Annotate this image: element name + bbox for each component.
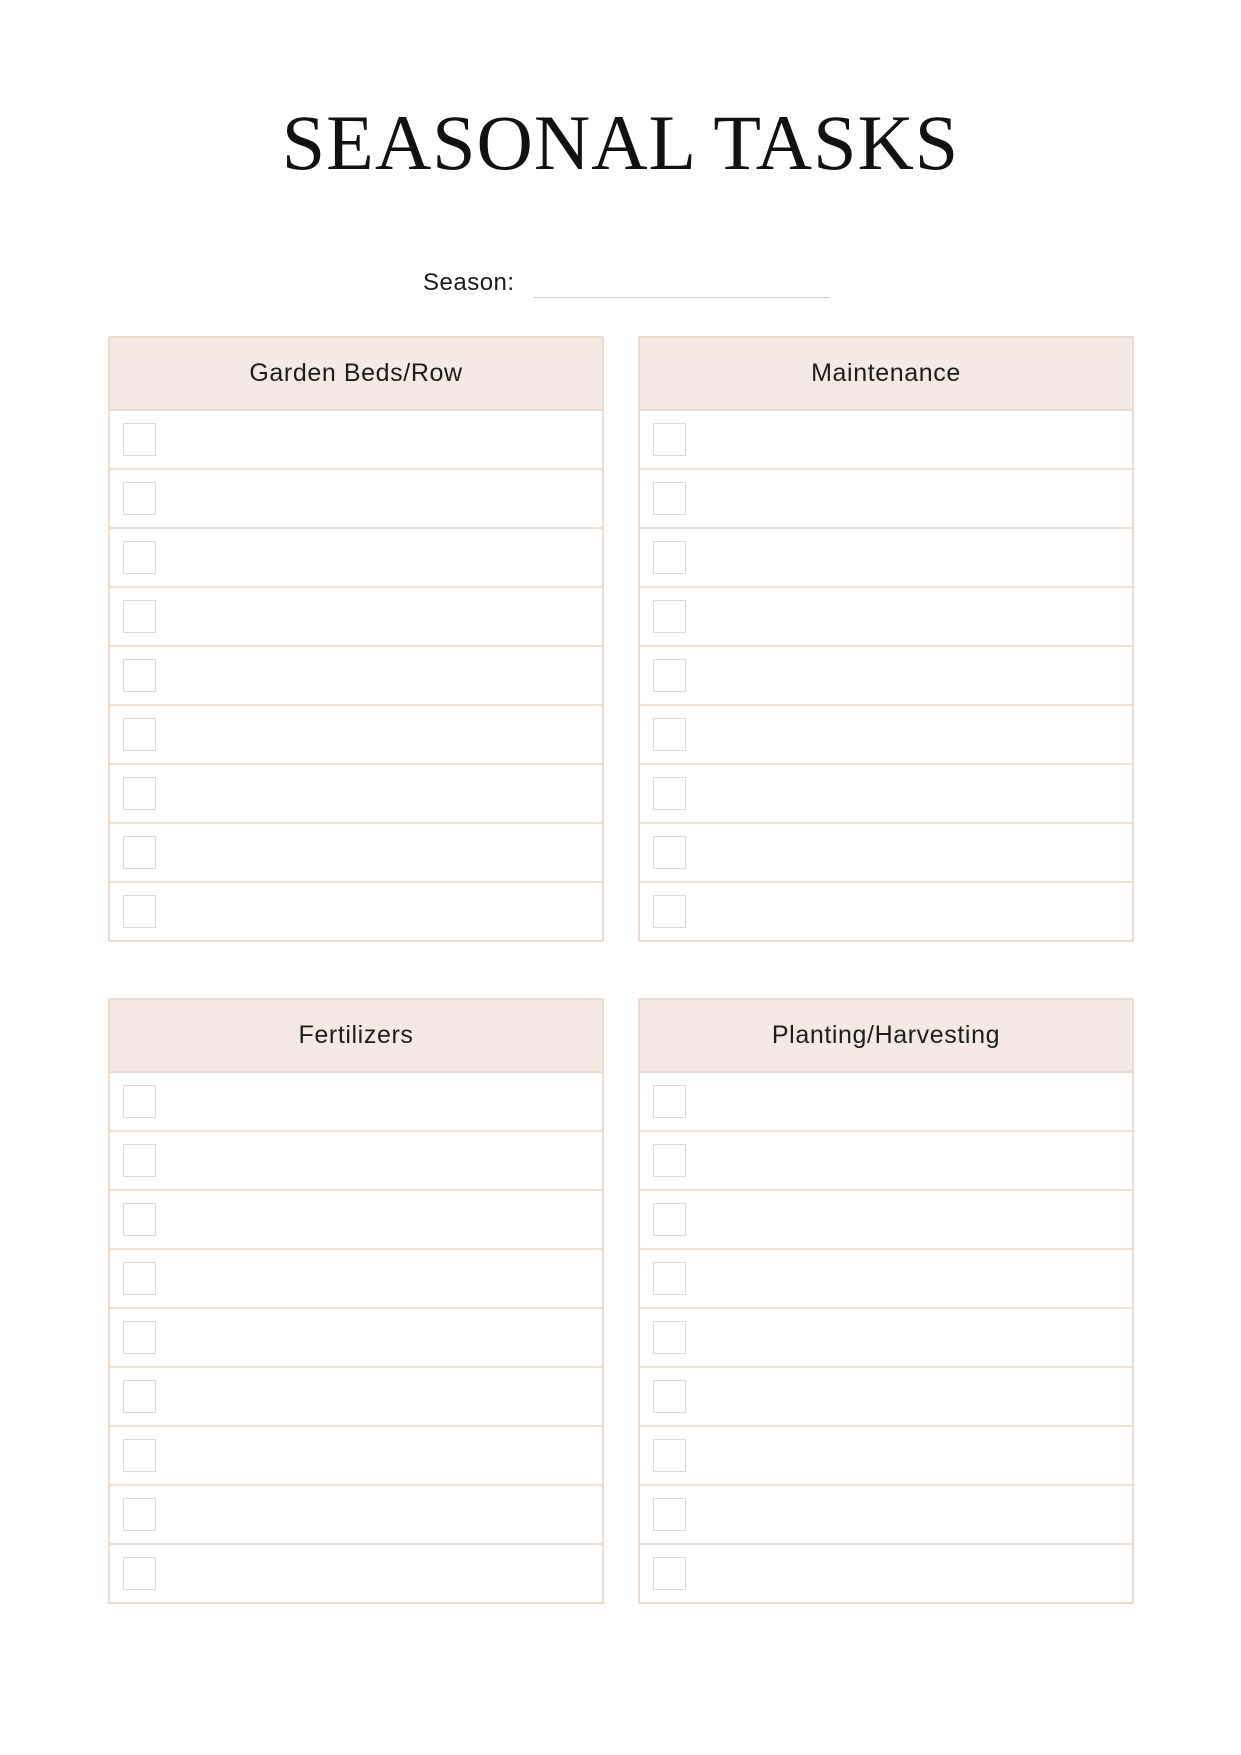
task-row[interactable] [640,645,1132,704]
task-checkbox[interactable] [123,482,156,515]
task-checkbox[interactable] [123,718,156,751]
task-row[interactable] [110,411,602,468]
task-list [110,1073,602,1602]
task-checkbox[interactable] [653,1557,686,1590]
task-row[interactable] [640,1130,1132,1189]
task-row[interactable] [640,1484,1132,1543]
task-row[interactable] [640,527,1132,586]
panel-header: Planting/Harvesting [640,1000,1132,1073]
task-checkbox[interactable] [653,718,686,751]
task-row[interactable] [640,411,1132,468]
task-row[interactable] [110,1189,602,1248]
page-title: SEASONAL TASKS [281,99,960,186]
task-row[interactable] [110,1366,602,1425]
task-row[interactable] [110,1248,602,1307]
task-row[interactable] [640,1425,1132,1484]
task-row[interactable] [110,1425,602,1484]
task-checkbox[interactable] [653,1085,686,1118]
task-checkbox[interactable] [123,423,156,456]
task-row[interactable] [110,527,602,586]
task-checkbox[interactable] [653,777,686,810]
task-checkbox[interactable] [123,836,156,869]
task-checkbox[interactable] [653,659,686,692]
task-row[interactable] [640,1189,1132,1248]
task-checkbox[interactable] [653,1144,686,1177]
task-checkbox[interactable] [653,1498,686,1531]
task-checkbox[interactable] [653,1262,686,1295]
task-checkbox[interactable] [653,541,686,574]
task-row[interactable] [640,586,1132,645]
task-checkbox[interactable] [123,1380,156,1413]
task-checkbox[interactable] [123,1144,156,1177]
task-row[interactable] [640,704,1132,763]
task-checkbox[interactable] [653,1380,686,1413]
task-checkbox[interactable] [653,895,686,928]
task-checkbox[interactable] [123,1262,156,1295]
task-checkbox[interactable] [123,600,156,633]
task-list [110,411,602,940]
task-checkbox[interactable] [653,1203,686,1236]
task-row[interactable] [110,1484,602,1543]
task-row[interactable] [640,822,1132,881]
task-row[interactable] [640,1073,1132,1130]
panel-header: Garden Beds/Row [110,338,602,411]
task-checkbox[interactable] [123,1321,156,1354]
panel-maintenance [638,336,1134,942]
task-row[interactable] [110,1307,602,1366]
task-row[interactable] [110,586,602,645]
task-list [640,1073,1132,1602]
task-checkbox[interactable] [653,1321,686,1354]
task-checkbox[interactable] [123,659,156,692]
panel-planting-harvesting [638,998,1134,1604]
season-field[interactable] [533,269,830,298]
panel-garden-beds [108,336,604,942]
task-row[interactable] [110,645,602,704]
task-row[interactable] [640,1307,1132,1366]
task-row[interactable] [640,1543,1132,1602]
task-checkbox[interactable] [123,541,156,574]
panel-fertilizers [108,998,604,1604]
task-checkbox[interactable] [653,600,686,633]
task-row[interactable] [640,763,1132,822]
task-row[interactable] [640,881,1132,940]
task-row[interactable] [110,822,602,881]
task-checkbox[interactable] [123,777,156,810]
task-row[interactable] [110,1543,602,1602]
task-row[interactable] [640,1366,1132,1425]
task-row[interactable] [110,881,602,940]
task-checkbox[interactable] [123,1085,156,1118]
task-list [640,411,1132,940]
task-checkbox[interactable] [123,1557,156,1590]
season-row [423,268,830,298]
task-checkbox[interactable] [653,1439,686,1472]
panel-header: Maintenance [640,338,1132,411]
task-row[interactable] [110,468,602,527]
task-checkbox[interactable] [653,836,686,869]
task-row[interactable] [110,1073,602,1130]
task-checkbox[interactable] [123,1439,156,1472]
task-row[interactable] [640,468,1132,527]
task-row[interactable] [110,704,602,763]
panel-header: Fertilizers [110,1000,602,1073]
task-checkbox[interactable] [653,423,686,456]
task-checkbox[interactable] [653,482,686,515]
task-row[interactable] [110,763,602,822]
task-checkbox[interactable] [123,1498,156,1531]
task-row[interactable] [640,1248,1132,1307]
task-row[interactable] [110,1130,602,1189]
task-checkbox[interactable] [123,1203,156,1236]
task-checkbox[interactable] [123,895,156,928]
season-label: Season: [423,269,515,296]
